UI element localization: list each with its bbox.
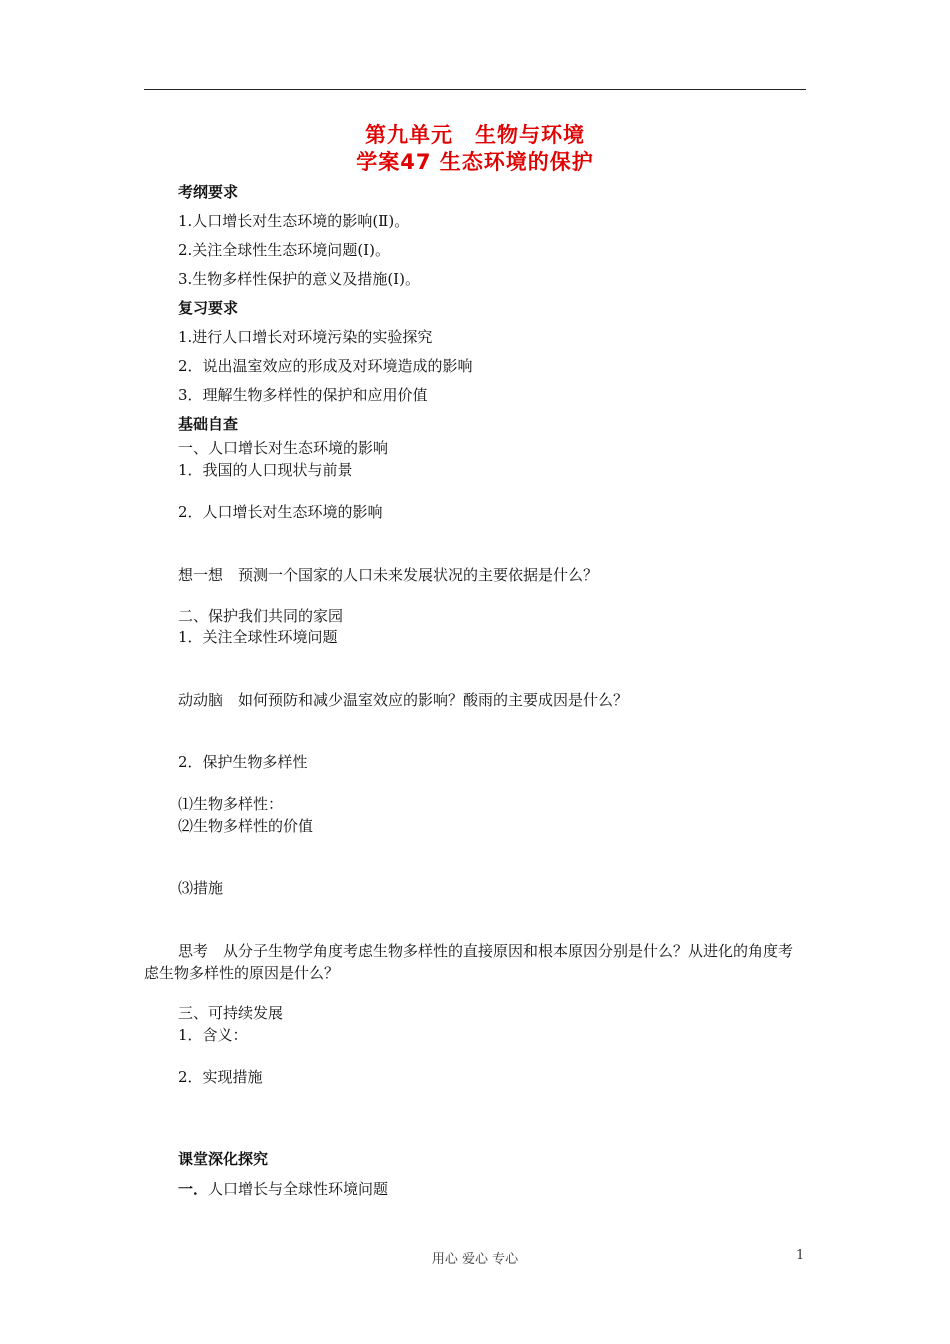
heading-ketang: 课堂深化探究 xyxy=(178,1150,269,1168)
footer-text: 用心 爱心 专心 xyxy=(431,1252,519,1267)
sub-item-3: ⑶措施 xyxy=(178,879,224,897)
brain-question: 动动脑 如何预防和减少温室效应的影响？酸雨的主要成因是什么？ xyxy=(178,691,629,709)
fuxi-item-1: 1.进行人口增长对环境污染的实验探究 xyxy=(178,328,433,346)
part2-item-2: 2．保护生物多样性 xyxy=(178,753,308,771)
part3-item-1: 1．含义： xyxy=(178,1026,248,1044)
lesson-title: 学案47 生态环境的保护 xyxy=(356,150,594,174)
part1-item-2: 2．人口增长对生态环境的影响 xyxy=(178,503,383,521)
fuxi-item-2: 2．说出温室效应的形成及对环境造成的影响 xyxy=(178,357,473,375)
heading-kaogang: 考纲要求 xyxy=(178,183,239,201)
think-question-2: 思考 从分子生物学角度考虑生物多样性的直接原因和根本原因分别是什么？从进化的角度考虑生物多样性的原因是什么？ xyxy=(144,942,794,982)
header-rule xyxy=(144,89,806,90)
ketang-item-1 xyxy=(178,1178,388,1200)
sub-item-2: ⑵生物多样性的价值 xyxy=(178,817,314,835)
part1-title: 一、人口增长对生态环境的影响 xyxy=(178,439,389,457)
unit-title: 第九单元 生物与环境 xyxy=(365,123,585,147)
part2-title: 二、保护我们共同的家园 xyxy=(178,607,344,625)
fuxi-item-3: 3．理解生物多样性的保护和应用价值 xyxy=(178,386,428,404)
think-question-1: 想一想 预测一个国家的人口未来发展状况的主要依据是什么？ xyxy=(178,566,599,584)
page-number: 1 xyxy=(796,1248,805,1263)
ketang-item-1-number: 一． xyxy=(178,1180,209,1198)
kaogang-item-3: 3.生物多样性保护的意义及措施(Ⅰ)。 xyxy=(178,270,420,288)
kaogang-item-1: 1.人口增长对生态环境的影响(Ⅱ)。 xyxy=(178,212,410,230)
part3-title: 三、可持续发展 xyxy=(178,1004,284,1022)
kaogang-item-2: 2.关注全球性生态环境问题(Ⅰ)。 xyxy=(178,241,390,259)
heading-fuxi: 复习要求 xyxy=(178,299,239,317)
sub-item-1: ⑴生物多样性： xyxy=(178,795,284,813)
heading-jichu: 基础自查 xyxy=(178,415,239,433)
part3-item-2: 2．实现措施 xyxy=(178,1068,263,1086)
part2-item-1: 1．关注全球性环境问题 xyxy=(178,628,338,646)
ketang-item-1-text: 人口增长与全球性环境问题 xyxy=(208,1180,389,1198)
part1-item-1: 1．我国的人口现状与前景 xyxy=(178,461,353,479)
